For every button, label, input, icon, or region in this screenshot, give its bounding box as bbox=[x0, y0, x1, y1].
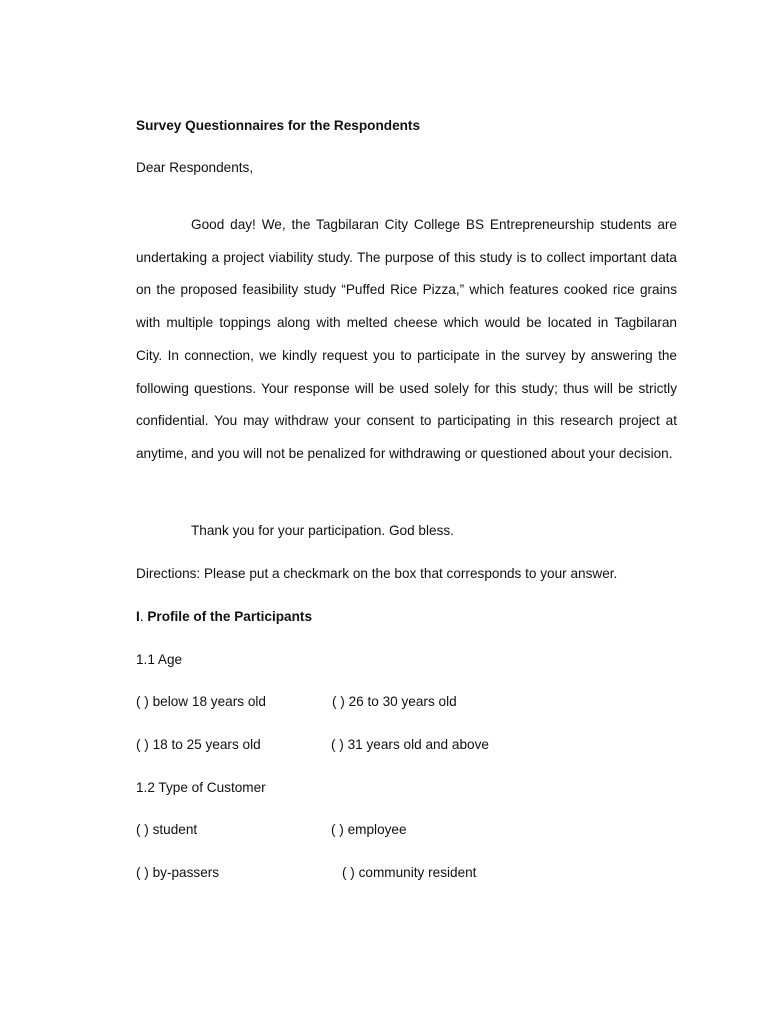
directions-line: Directions: Please put a checkmark on the box that corresponds to your answer. bbox=[136, 566, 618, 581]
option-26-to-30[interactable]: ( ) 26 to 30 years old bbox=[332, 694, 457, 709]
option-employee[interactable]: ( ) employee bbox=[331, 822, 407, 837]
salutation: Dear Respondents, bbox=[136, 160, 254, 175]
option-community-resident[interactable]: ( ) community resident bbox=[342, 865, 477, 880]
option-31-and-above[interactable]: ( ) 31 years old and above bbox=[331, 737, 489, 752]
intro-paragraph: Good day! We, the Tagbilaran City College BS Entrepreneurship students are undertaking a project viability study. The purpose of this study is to collect important data on the proposed feasibility study “Puffed Rice Pizza,” which features cooked rice grains with multiple toppings along with melted cheese which would be located in Tagbilaran City. In connection, we kindly request you to participate in the survey by answering the following questions. Your response will be used solely for this study; thus will be strictly confidential. You may withdraw your consent to participating in this research project at anytime, and you will not be penalized for withdrawing or questioned about your decision. bbox=[136, 217, 677, 461]
section-number: I bbox=[136, 609, 140, 624]
option-below-18[interactable]: ( ) below 18 years old bbox=[136, 694, 266, 709]
document-title: Survey Questionnaires for the Respondents bbox=[136, 118, 421, 133]
option-student[interactable]: ( ) student bbox=[136, 822, 198, 837]
section-title: Profile of the Participants bbox=[143, 609, 313, 624]
option-18-to-25[interactable]: ( ) 18 to 25 years old bbox=[136, 737, 261, 752]
thanks-line: Thank you for your participation. God bless. bbox=[191, 523, 454, 538]
question-customer-type-label: 1.2 Type of Customer bbox=[136, 780, 266, 795]
option-by-passers[interactable]: ( ) by-passers bbox=[136, 865, 220, 880]
section-heading bbox=[136, 609, 312, 624]
question-age-label: 1.1 Age bbox=[136, 652, 183, 667]
section-separator: . bbox=[139, 609, 144, 624]
